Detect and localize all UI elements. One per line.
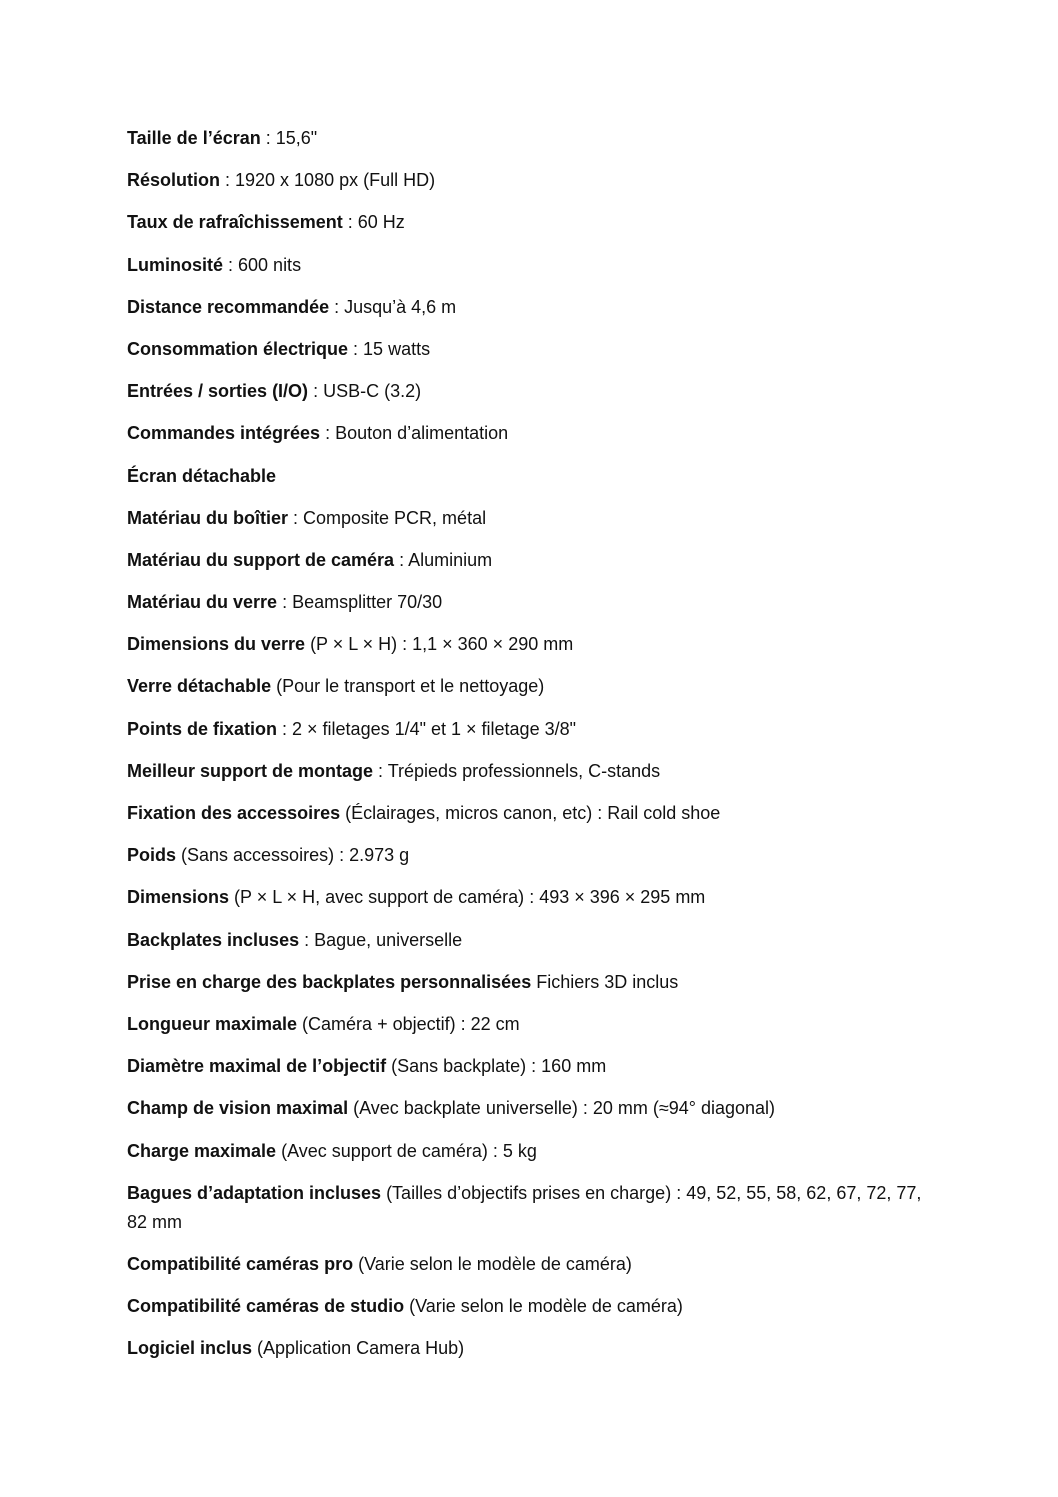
spec-value: : Bague, universelle bbox=[299, 929, 463, 950]
spec-line bbox=[127, 293, 927, 323]
spec-value: : 600 nits bbox=[223, 254, 302, 275]
spec-label: Bagues d’adaptation incluses bbox=[127, 1182, 382, 1203]
spec-line bbox=[127, 757, 927, 787]
spec-label: Matériau du support de caméra bbox=[127, 549, 395, 570]
spec-value: : Bouton d’alimentation bbox=[320, 423, 509, 444]
spec-detail: (Varie selon le modèle de caméra) bbox=[353, 1253, 632, 1274]
spec-list bbox=[127, 124, 927, 1376]
spec-detail: (Tailles d’objectifs prises en charge) bbox=[381, 1182, 672, 1203]
spec-label: Taux de rafraîchissement bbox=[127, 212, 343, 233]
spec-label: Longueur maximale bbox=[127, 1013, 298, 1034]
spec-detail: (P × L × H, avec support de caméra) bbox=[229, 887, 525, 908]
spec-label: Poids bbox=[127, 845, 177, 866]
spec-label: Résolution bbox=[127, 170, 220, 191]
spec-line bbox=[127, 546, 927, 576]
spec-value: : Aluminium bbox=[394, 549, 493, 570]
spec-value: : 493 × 396 × 295 mm bbox=[524, 887, 706, 908]
spec-line bbox=[127, 968, 927, 998]
spec-label: Prise en charge des backplates personnalisées bbox=[127, 971, 532, 992]
spec-label: Diamètre maximal de l’objectif bbox=[127, 1056, 387, 1077]
spec-value: : Beamsplitter 70/30 bbox=[277, 592, 443, 613]
spec-line bbox=[127, 1179, 927, 1238]
spec-value: : 5 kg bbox=[487, 1140, 537, 1161]
spec-value: : 22 cm bbox=[455, 1013, 520, 1034]
spec-line bbox=[127, 1010, 927, 1040]
spec-detail: (Pour le transport et le nettoyage) bbox=[271, 676, 545, 697]
spec-value: : 20 mm (≈94° diagonal) bbox=[577, 1098, 776, 1119]
spec-line bbox=[127, 166, 927, 196]
spec-label: Fixation des accessoires bbox=[127, 803, 341, 823]
spec-value: Fichiers 3D inclus bbox=[531, 971, 679, 992]
spec-detail: (Application Camera Hub) bbox=[252, 1338, 465, 1359]
spec-label: Distance recommandée bbox=[127, 296, 330, 317]
spec-value: : 60 Hz bbox=[342, 212, 405, 233]
spec-label: Dimensions du verre bbox=[127, 634, 306, 655]
spec-value: : USB-C (3.2) bbox=[308, 381, 422, 402]
spec-line bbox=[127, 251, 927, 281]
spec-value: : 2 × filetages 1/4" et 1 × filetage 3/8" bbox=[277, 718, 576, 739]
spec-label: Matériau du verre bbox=[127, 592, 278, 613]
spec-value: : 160 mm bbox=[526, 1056, 607, 1077]
spec-detail: (Éclairages, micros canon, etc) bbox=[340, 803, 593, 823]
spec-value: : 1,1 × 360 × 290 mm bbox=[397, 634, 574, 655]
spec-line bbox=[127, 630, 927, 660]
spec-value: : Rail cold shoe bbox=[592, 803, 721, 823]
spec-label: Écran détachable bbox=[127, 465, 277, 486]
spec-line bbox=[127, 462, 927, 492]
spec-label: Commandes intégrées bbox=[127, 423, 321, 444]
spec-detail: (Sans accessoires) bbox=[176, 845, 335, 866]
spec-line bbox=[127, 335, 927, 365]
spec-line bbox=[127, 504, 927, 534]
spec-value: : 2.973 g bbox=[334, 845, 410, 866]
spec-label: Compatibilité caméras pro bbox=[127, 1253, 354, 1274]
spec-line bbox=[127, 926, 927, 956]
spec-label: Compatibilité caméras de studio bbox=[127, 1295, 405, 1316]
spec-detail: (P × L × H) bbox=[305, 634, 398, 655]
spec-detail: (Varie selon le modèle de caméra) bbox=[404, 1295, 683, 1316]
spec-detail: (Avec support de caméra) bbox=[276, 1140, 488, 1161]
spec-line bbox=[127, 672, 927, 702]
spec-line bbox=[127, 799, 927, 829]
spec-line bbox=[127, 208, 927, 238]
spec-value: : Jusqu’à 4,6 m bbox=[329, 296, 457, 317]
spec-label: Meilleur support de montage bbox=[127, 760, 374, 781]
spec-line bbox=[127, 1137, 927, 1167]
spec-label: Charge maximale bbox=[127, 1140, 277, 1161]
spec-line bbox=[127, 715, 927, 745]
spec-detail: (Caméra + objectif) bbox=[297, 1013, 456, 1034]
spec-line bbox=[127, 419, 927, 449]
spec-value: : Trépieds professionnels, C-stands bbox=[373, 760, 661, 781]
spec-line bbox=[127, 1052, 927, 1082]
spec-label: Entrées / sorties (I/O) bbox=[127, 381, 309, 402]
spec-label: Matériau du boîtier bbox=[127, 507, 289, 528]
spec-line bbox=[127, 841, 927, 871]
spec-label: Points de fixation bbox=[127, 718, 278, 739]
spec-label: Champ de vision maximal bbox=[127, 1098, 349, 1119]
spec-label: Verre détachable bbox=[127, 676, 272, 697]
spec-line bbox=[127, 1250, 927, 1280]
spec-detail: (Avec backplate universelle) bbox=[348, 1098, 578, 1119]
spec-line bbox=[127, 377, 927, 407]
spec-value: : 15 watts bbox=[348, 338, 431, 359]
spec-line bbox=[127, 588, 927, 618]
spec-label: Luminosité bbox=[127, 254, 224, 275]
spec-value: : 49, 52, 55, 58, 62, 67, 72, 77, 82 mm bbox=[127, 1182, 922, 1233]
spec-label: Dimensions bbox=[127, 887, 230, 908]
spec-line bbox=[127, 883, 927, 913]
spec-label: Taille de l’écran bbox=[127, 128, 261, 148]
spec-line bbox=[127, 124, 927, 154]
spec-line bbox=[127, 1334, 927, 1364]
spec-label: Consommation électrique bbox=[127, 338, 349, 359]
spec-value: : 15,6" bbox=[260, 128, 318, 148]
spec-detail: (Sans backplate) bbox=[386, 1056, 527, 1077]
spec-label: Logiciel inclus bbox=[127, 1338, 253, 1359]
spec-value: : Composite PCR, métal bbox=[288, 507, 487, 528]
spec-line bbox=[127, 1292, 927, 1322]
spec-label: Backplates incluses bbox=[127, 929, 300, 950]
spec-value: : 1920 x 1080 px (Full HD) bbox=[220, 170, 436, 191]
spec-line bbox=[127, 1094, 927, 1124]
